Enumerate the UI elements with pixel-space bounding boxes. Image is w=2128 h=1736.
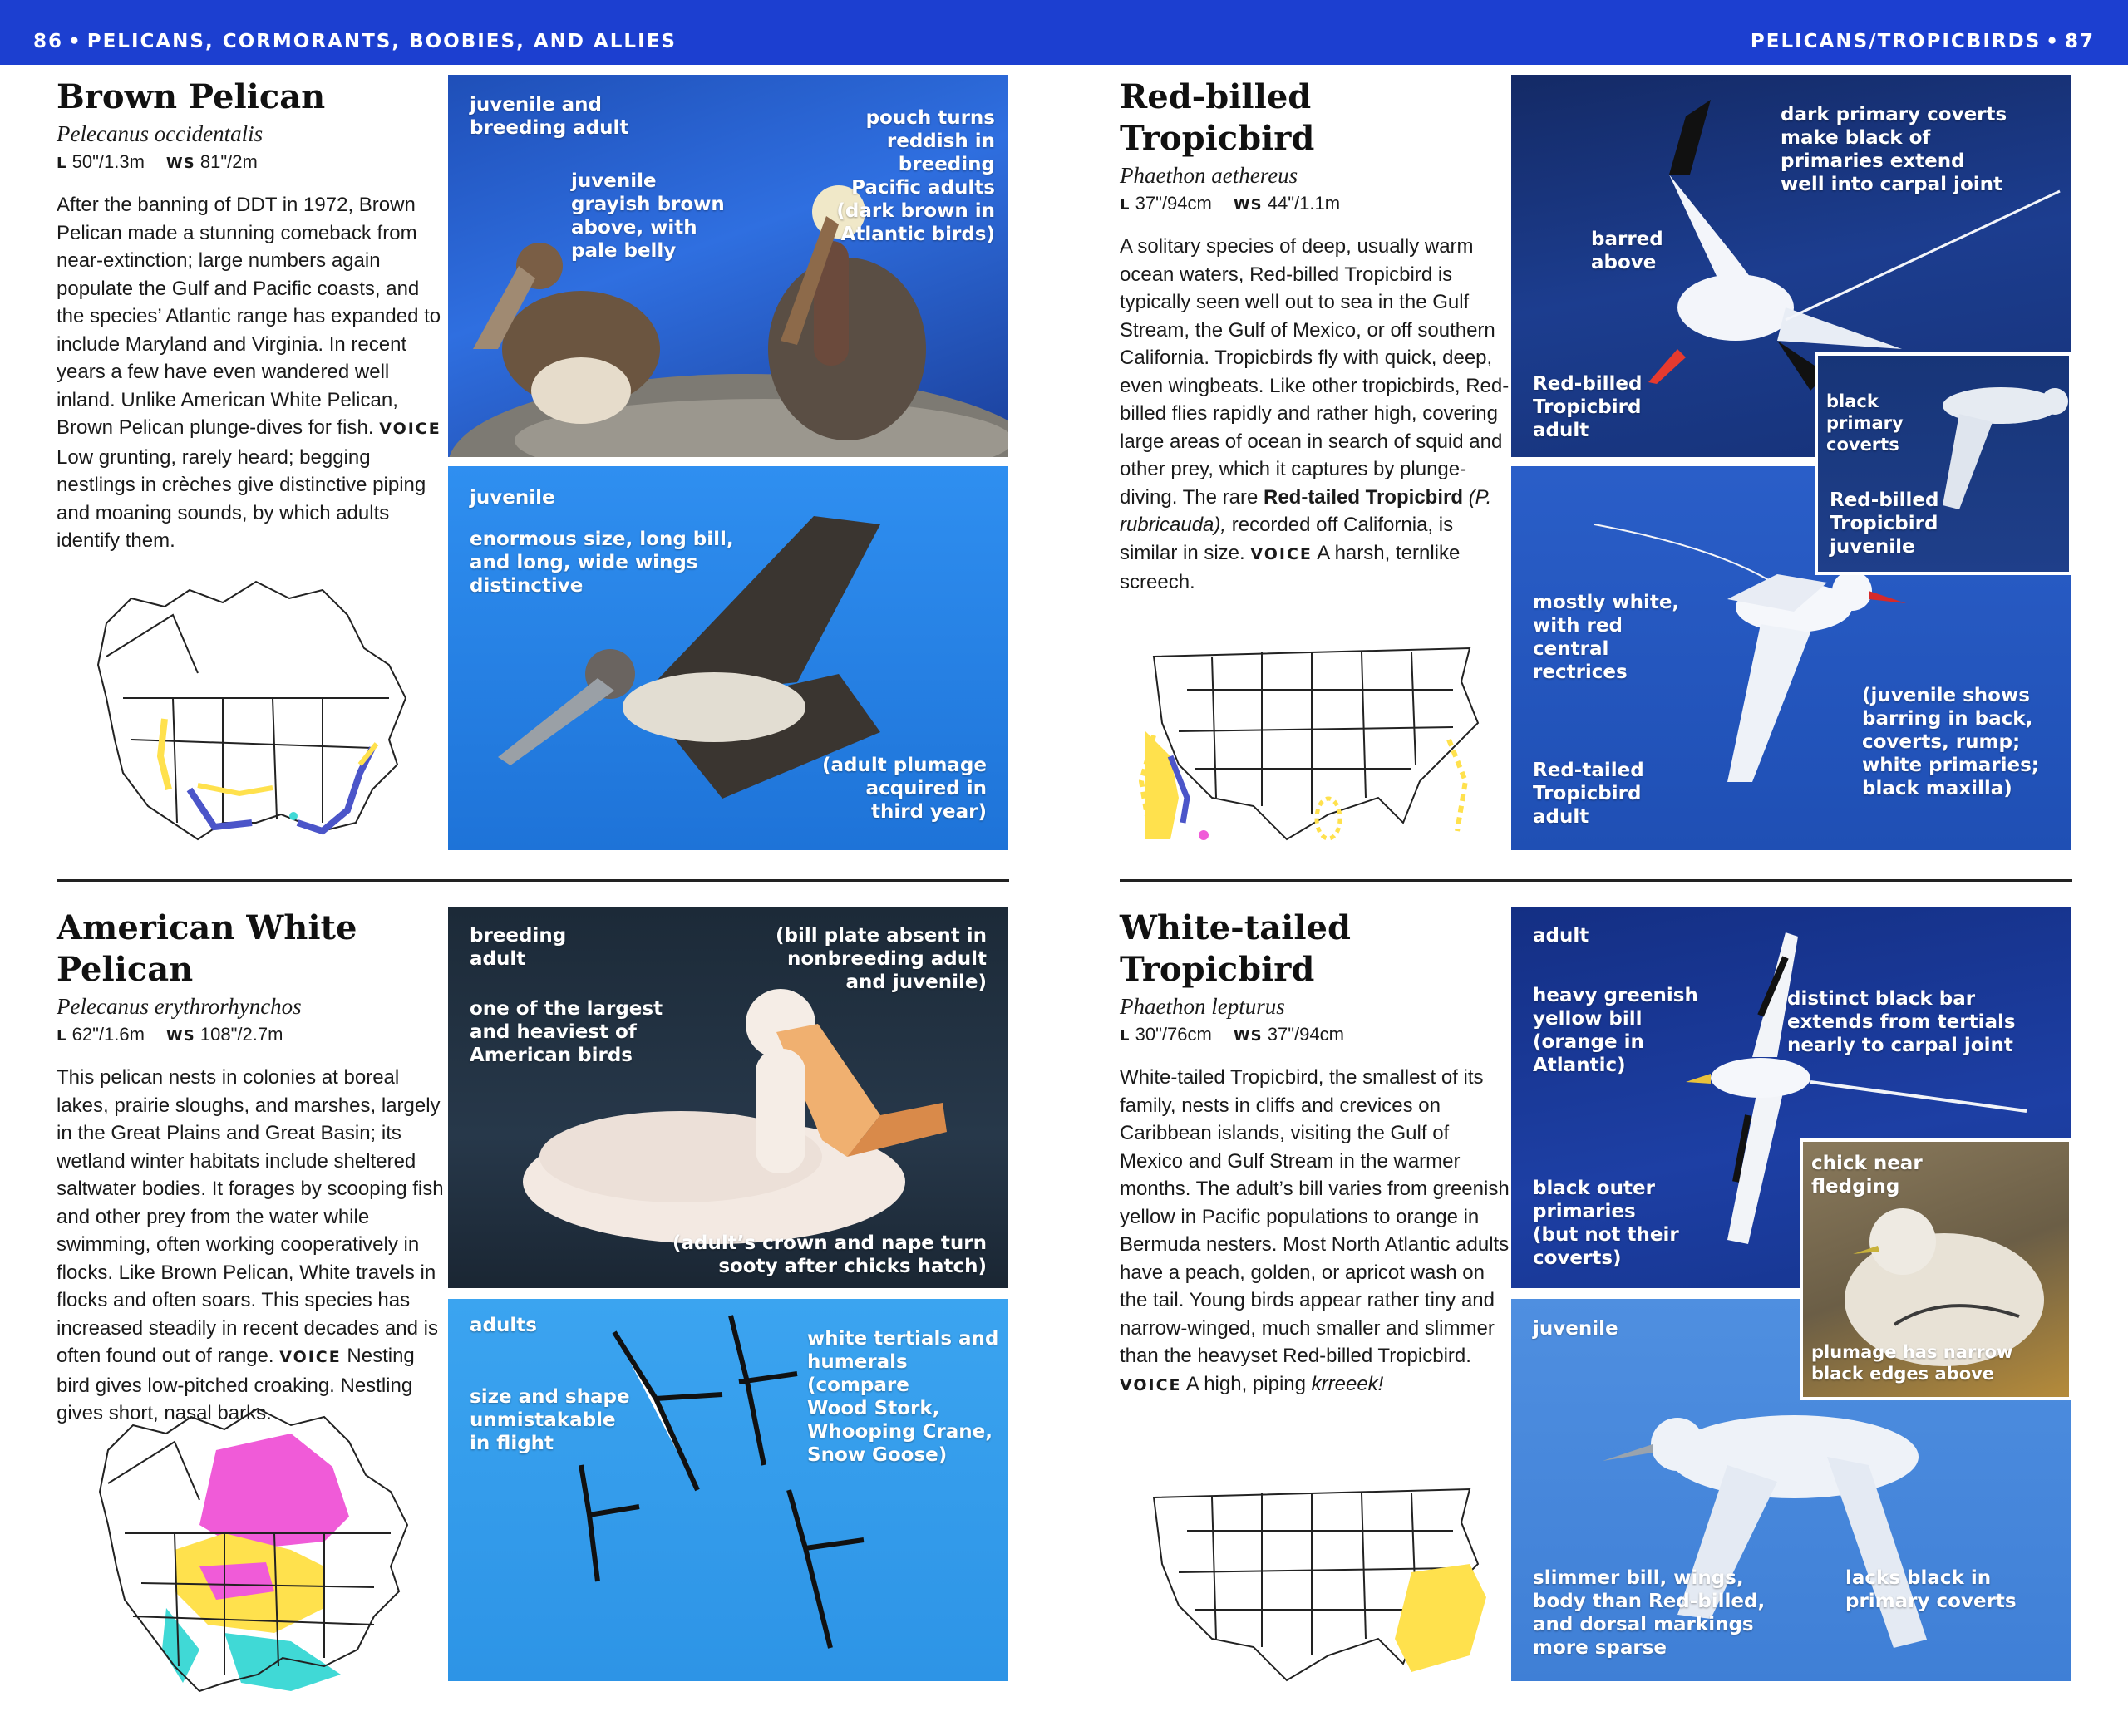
photo-white-pelican-flock-flight bbox=[448, 1299, 1008, 1681]
caption: barred above bbox=[1591, 229, 1663, 273]
left-running-head bbox=[33, 31, 677, 52]
caption: size and shape unmistakable in flight bbox=[470, 1386, 630, 1454]
wingspan-value: 44"/1.1m bbox=[1267, 193, 1341, 214]
caption: white tertials and humerals (compare Wood Stork, Whooping Crane, Snow Goose) bbox=[807, 1328, 999, 1466]
range-map-brown-pelican bbox=[73, 573, 422, 856]
wingspan-label: WS bbox=[165, 1027, 195, 1045]
wingspan-label: WS bbox=[1233, 1027, 1263, 1045]
caption: juvenile bbox=[1533, 1318, 1618, 1340]
caption: (adult plumage acquired in third year) bbox=[821, 755, 987, 823]
length-value: 62"/1.6m bbox=[71, 1024, 145, 1045]
right-section-title: PELICANS/TROPICBIRDS bbox=[1750, 31, 2042, 52]
species-name: American White Pelican bbox=[57, 908, 357, 989]
wingspan-value: 81"/2m bbox=[200, 151, 258, 172]
measurements bbox=[57, 150, 447, 176]
length-label: L bbox=[57, 155, 67, 172]
caption: lacks black in primary coverts bbox=[1845, 1567, 2017, 1612]
caption: chick near fledging bbox=[1811, 1153, 1923, 1197]
length-value: 50"/1.3m bbox=[71, 151, 145, 172]
range-map-white-tailed-tropicbird bbox=[1137, 1473, 1495, 1689]
range-map-red-billed-tropicbird bbox=[1137, 632, 1495, 848]
caption: slimmer bill, wings, body than Red-billed, and dorsal markings more sparse bbox=[1533, 1567, 1766, 1659]
measurements bbox=[1120, 1022, 1510, 1049]
caption: adults bbox=[470, 1315, 537, 1336]
length-label: L bbox=[1120, 1027, 1130, 1045]
caption: Red-billed Tropicbird adult bbox=[1533, 373, 1643, 441]
right-page-number: 87 bbox=[2064, 31, 2095, 52]
caption: dark primary coverts make black of primaries extend well into carpal joint bbox=[1781, 104, 2007, 195]
header-band bbox=[0, 0, 2128, 65]
species-description: After the banning of DDT in 1972, Brown Pelican made a stunning comeback from near-extinction; large numbers again populate the Gulf and Pacific coasts, and the species’ Atlantic range has expanded to include Maryland and Virginia. In recent years a few have even wandered well inland. Unlike American White Pelican, Brown Pelican plunge-dives for fish. VOICE Low grunting, rarely heard; begging nestlings in crèches give distinctive piping and moaning sounds, by which adults identify them. bbox=[57, 194, 441, 552]
measurements bbox=[57, 1022, 447, 1049]
range-map-american-white-pelican bbox=[75, 1400, 424, 1699]
voice-label: VOICE bbox=[379, 420, 441, 438]
length-value: 30"/76cm bbox=[1135, 1024, 1212, 1045]
caption: juvenile and breeding adult bbox=[470, 94, 629, 139]
bullet: • bbox=[2046, 31, 2060, 52]
photo-white-pelican-breeding-adult bbox=[448, 907, 1008, 1288]
caption: mostly white, with red central rectrices bbox=[1533, 592, 1680, 683]
bullet: • bbox=[68, 31, 82, 52]
photo-red-billed-tropicbird-juvenile-inset bbox=[1815, 352, 2072, 575]
wingspan-value: 108"/2.7m bbox=[200, 1024, 283, 1045]
species-brown-pelican bbox=[57, 76, 447, 555]
caption: juvenile bbox=[470, 487, 555, 509]
scientific-name: Pelecanus occidentalis bbox=[57, 121, 264, 146]
scientific-name: Pelecanus erythrorhynchos bbox=[57, 994, 302, 1019]
caption: heavy greenish yellow bill (orange in Atlantic) bbox=[1533, 985, 1698, 1076]
species-description: White-tailed Tropicbird, the smallest of its family, nests in cliffs and crevices on Caribbean islands, visiting the Gulf of Mexico and Gulf Stream in the warmer months. The adult’s bill varies from greenish yellow in Pacific populations to orange in Bermuda nesters. Most North Atlantic adults have a peach, golden, or apricot wash on the tail. Young birds appear rather tiny and narrow-winged, much smaller and slimmer than the heavyset Red-billed Tropicbird. VOICE A high, piping krreeek! bbox=[1120, 1066, 1510, 1395]
caption: black outer primaries (but not their coverts) bbox=[1533, 1178, 1679, 1269]
caption: Red-tailed Tropicbird adult bbox=[1533, 760, 1644, 828]
caption: (bill plate absent in nonbreeding adult and juvenile) bbox=[775, 925, 987, 993]
species-american-white-pelican bbox=[57, 907, 447, 1428]
voice-label: VOICE bbox=[1120, 1375, 1182, 1394]
caption: (juvenile shows barring in back, coverts, rump; white primaries; black maxilla) bbox=[1862, 685, 2039, 799]
scientific-name: Phaethon lepturus bbox=[1120, 994, 1285, 1019]
photo-brown-pelican-juvenile-adult bbox=[448, 75, 1008, 457]
right-running-head bbox=[1751, 31, 2095, 52]
caption: juvenile grayish brown above, with pale belly bbox=[571, 170, 725, 262]
left-page-number: 86 bbox=[33, 31, 64, 52]
voice-label: VOICE bbox=[1250, 544, 1313, 563]
wingspan-value: 37"/94cm bbox=[1267, 1024, 1344, 1045]
caption: pouch turns reddish in breeding Pacific adults (dark brown in Atlantic birds) bbox=[836, 107, 995, 245]
scientific-name: Phaethon aethereus bbox=[1120, 163, 1298, 188]
caption: distinct black bar extends from tertials nearly to carpal joint bbox=[1787, 988, 2016, 1056]
left-section-title: PELICANS, CORMORANTS, BOOBIES, AND ALLIES bbox=[86, 31, 677, 52]
caption: enormous size, long bill, and long, wide wings distinctive bbox=[470, 529, 734, 597]
rare-species-name: Red-tailed Tropicbird bbox=[1263, 485, 1464, 509]
caption: breeding adult bbox=[470, 925, 567, 970]
photo-white-tailed-chick-inset bbox=[1800, 1138, 2072, 1400]
species-name: White-tailed Tropicbird bbox=[1120, 908, 1351, 989]
species-red-billed-tropicbird bbox=[1120, 76, 1510, 597]
length-value: 37"/94cm bbox=[1135, 193, 1212, 214]
length-label: L bbox=[57, 1027, 67, 1045]
caption: one of the largest and heaviest of American birds bbox=[470, 998, 663, 1066]
species-name: Brown Pelican bbox=[57, 77, 326, 116]
species-description: This pelican nests in colonies at boreal lakes, prairie sloughs, and marshes, largely in the Great Plains and Great Basin; its wetland winter habitats include sheltered saltwater bodies. It forages by scooping fish and other prey from the water while swimming, often working cooperatively in flocks. Like Brown Pelican, White travels in flocks and often soars. This species has increased steadily in recent decades and is often found out of range. VOICE Nesting bird gives low-pitched croaking. Nestling gives short, nasal barks. bbox=[57, 1066, 444, 1424]
voice-label: VOICE bbox=[279, 1348, 342, 1366]
species-white-tailed-tropicbird bbox=[1120, 907, 1510, 1399]
wingspan-label: WS bbox=[165, 155, 195, 172]
length-label: L bbox=[1120, 196, 1130, 214]
measurements bbox=[1120, 191, 1510, 218]
caption: black primary coverts bbox=[1826, 391, 1904, 455]
caption: plumage has narrow black edges above bbox=[1811, 1342, 2013, 1384]
wingspan-label: WS bbox=[1233, 196, 1263, 214]
separator-rule bbox=[1120, 879, 2072, 882]
species-description: A solitary species of deep, usually warm ocean waters, Red-billed Tropicbird is typically seen well out to sea in the Gulf Stream, the Gulf of Mexico, or off southern California. Tropicbirds fly with quick, deep, even wingbeats. Like other tropicbirds, Red-billed flies rapidly and rather high, covering large areas of ocean in search of squid and other prey, which it captures by plunge-diving. The rare Red-tailed Tropicbird (P. rubricauda), recorded off California, is similar in size. VOICE A harsh, ternlike screech. bbox=[1120, 235, 1510, 593]
caption: (adult’s crown and nape turn sooty after chicks hatch) bbox=[672, 1232, 987, 1277]
separator-rule bbox=[57, 879, 1009, 882]
photo-brown-pelican-flight bbox=[448, 466, 1008, 850]
species-name: Red-billed Tropicbird bbox=[1120, 77, 1315, 158]
caption: Red-billed Tropicbird juvenile bbox=[1830, 489, 1939, 558]
caption: adult bbox=[1533, 925, 1589, 947]
